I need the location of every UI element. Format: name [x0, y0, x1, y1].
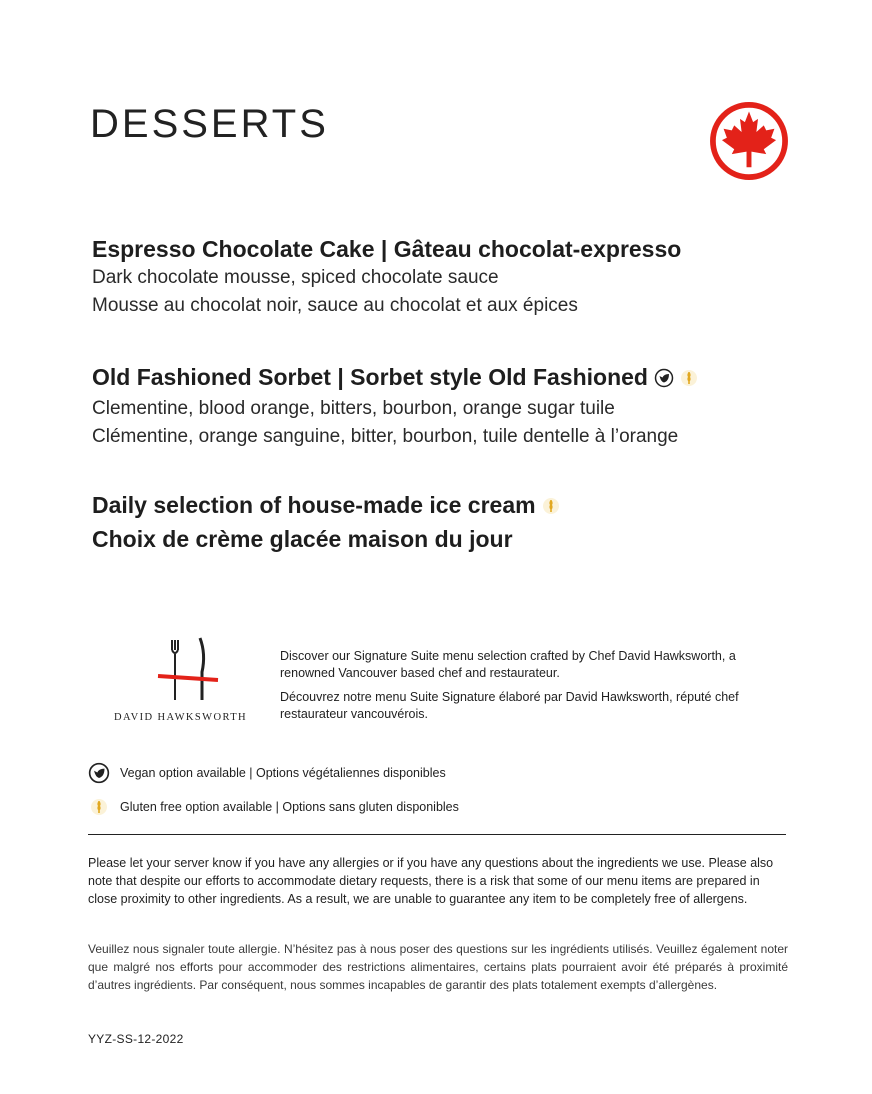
page-title: DESSERTS [90, 102, 329, 146]
legend-vegan-label: Vegan option available | Options végétaliennes disponibles [120, 766, 446, 780]
allergy-notice-en: Please let your server know if you have any allergies or if you have any questions about the ingredients we use. Please also note that despite our efforts to accommodate dietary requests, there is a risk that some of our menu items are prepared in close proximity to other ingredients. As a result, we are unable to guarantee any item to be completely free of allergens. [88, 856, 774, 906]
vegan-icon [88, 762, 110, 784]
dish-espresso-chocolate-cake [92, 234, 792, 320]
legend-gluten-free [88, 796, 459, 818]
dish-description-fr: Clémentine, orange sanguine, bitter, bourbon, tuile dentelle à l’orange [92, 426, 679, 447]
chef-logo-label: DAVID HAWKSWORTH [114, 712, 248, 723]
legend-gluten-free-label: Gluten free option available | Options sans gluten disponibles [120, 800, 459, 814]
gluten-free-icon [680, 365, 698, 395]
maple-leaf-roundel-icon [708, 100, 790, 182]
dish-house-made-ice-cream [92, 490, 792, 555]
chef-text-fr: Découvrez notre menu Suite Signature élaboré par David Hawksworth, réputé chef restaurateur vancouvérois. [280, 690, 739, 721]
dish-name: Daily selection of house-made ice cream [92, 492, 536, 518]
dish-name-fr: Choix de crème glacée maison du jour [92, 526, 513, 552]
dish-name-row [92, 490, 792, 523]
gluten-free-icon [88, 796, 110, 818]
dish-name-row [92, 362, 792, 395]
chef-description [280, 648, 780, 730]
hawksworth-logo [114, 636, 264, 728]
gluten-free-icon [542, 493, 560, 523]
menu-code: YYZ-SS-12-2022 [88, 1032, 184, 1046]
dish-old-fashioned-sorbet [92, 362, 792, 451]
divider [88, 834, 786, 835]
dish-description-en: Clementine, blood orange, bitters, bourbon, orange sugar tuile [92, 398, 615, 419]
dish-name: Espresso Chocolate Cake | Gâteau chocolat-expresso [92, 236, 682, 262]
dish-name: Old Fashioned Sorbet | Sorbet style Old Fashioned [92, 364, 648, 390]
legend-vegan [88, 762, 446, 784]
dish-description-en: Dark chocolate mousse, spiced chocolate sauce [92, 267, 499, 288]
dish-description-fr: Mousse au chocolat noir, sauce au chocolat et aux épices [92, 295, 578, 316]
hawksworth-monogram-icon [114, 636, 264, 708]
chef-text-en: Discover our Signature Suite menu selection crafted by Chef David Hawksworth, a renowned Vancouver based chef and restaurateur. [280, 649, 736, 680]
allergy-notice-fr: Veuillez nous signaler toute allergie. N’hésitez pas à nous poser des questions sur les ingrédients utilisés. Veuillez également noter que malgré nos efforts pour accommoder des restrictions alimentaires, certains plats pourraient avoir été préparés à proximité d’autres ingrédients. Par conséquent, nous sommes incapables de garantir des plats totalement exempts d’allergènes. [88, 942, 788, 992]
vegan-icon [654, 365, 674, 395]
